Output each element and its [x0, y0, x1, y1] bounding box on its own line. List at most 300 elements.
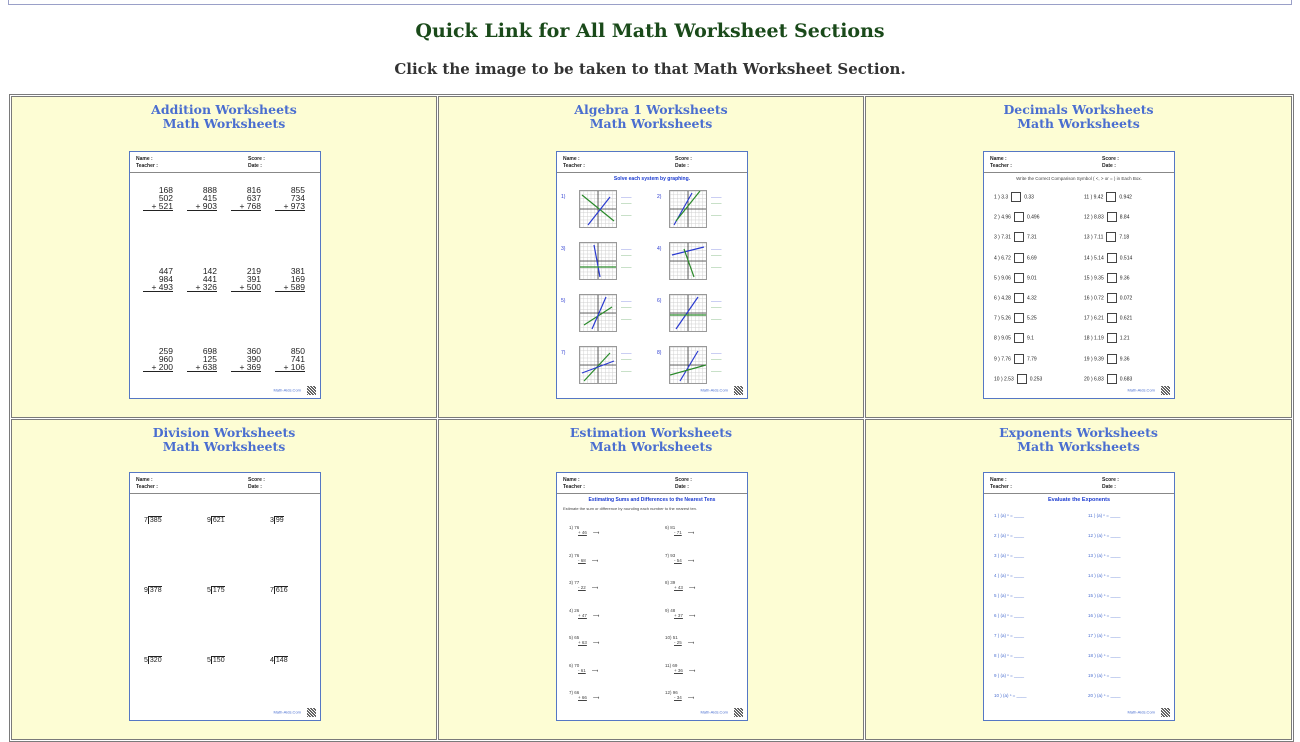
item-value: 7.31 — [1026, 234, 1037, 241]
item-number: 12) — [665, 690, 673, 695]
problem-line: 960 — [158, 354, 173, 364]
item-value: - 61 — [578, 667, 586, 673]
equation-text: ——— ——— ——— — [711, 195, 722, 217]
graph-lines — [580, 243, 616, 279]
worksheet-note: Estimate the sum or difference by rounding each number to the nearest ten. — [563, 506, 698, 511]
problem-line: 259 — [158, 346, 173, 356]
problem-line: + 369 — [231, 363, 261, 372]
decimal-row — [994, 273, 1037, 283]
decimal-row — [1084, 293, 1132, 303]
problem-number: 4) — [657, 246, 662, 252]
problem-line: + 326 — [187, 283, 217, 292]
item-number: 2 ) 4.96 — [994, 214, 1011, 221]
estimation-problem — [569, 635, 599, 645]
comparison-box — [1107, 313, 1117, 323]
decimal-row — [994, 253, 1037, 263]
graph-lines — [670, 295, 706, 331]
item-number: 5 ) 9.06 — [994, 275, 1011, 282]
exponent-problem: 6 ) (a) ⁿ = ____ — [994, 613, 1025, 618]
worksheet-instruction: Evaluate the Exponents — [1047, 497, 1111, 503]
exponent-problem: 2 ) (a) ⁿ = ____ — [994, 533, 1025, 538]
comparison-box — [1106, 192, 1116, 202]
coordinate-graph — [669, 346, 707, 384]
arrow-icon: ⟶ — [688, 667, 696, 673]
section-division[interactable] — [11, 419, 437, 740]
decimal-row — [1084, 192, 1132, 202]
problem-number: 3) — [561, 246, 566, 252]
exponent-problem: 1 ) (a) ⁿ = ____ — [994, 513, 1025, 518]
problem-line: 698 — [202, 346, 217, 356]
graph-line — [680, 351, 698, 381]
arrow-icon: ⟶ — [688, 612, 696, 618]
comparison-box — [1107, 273, 1117, 283]
estimation-problem — [569, 525, 599, 535]
item-value: + 46 — [578, 530, 587, 535]
section-exponents[interactable] — [865, 419, 1292, 740]
division-problem — [270, 587, 288, 594]
problem-line: 741 — [290, 354, 305, 364]
problem-number: 7) — [561, 350, 566, 356]
problem-line: 855 — [290, 185, 305, 195]
item-value: - 34 — [674, 695, 682, 700]
problem-number: 8) — [657, 350, 662, 356]
dividend: 320 — [149, 657, 162, 664]
division-problem — [270, 657, 288, 664]
item-number: 10) — [665, 635, 673, 640]
item-value: 76 — [574, 552, 580, 558]
item-value: 7.18 — [1119, 234, 1130, 241]
item-number: 7) — [665, 552, 671, 558]
decimal-row — [994, 232, 1037, 242]
section-title[interactable]: Addition Worksheets Math Worksheets — [151, 102, 297, 131]
decimal-row — [1084, 273, 1129, 283]
equation-text: ——— ——— ——— — [621, 247, 632, 269]
item-value: 0.253 — [1029, 376, 1043, 383]
algebra-worksheet-thumbnail[interactable] — [556, 151, 748, 399]
item-value: - 54 — [674, 557, 682, 563]
addition-problem — [143, 186, 173, 211]
qr-code-icon — [1161, 708, 1170, 717]
comparison-box — [1107, 212, 1117, 222]
item-number: 5) — [569, 635, 575, 640]
item-value: 0.33 — [1024, 194, 1034, 201]
coordinate-graph — [669, 294, 707, 332]
divisor: 9 — [207, 517, 211, 524]
dividend: 99 — [275, 517, 284, 524]
estimation-problem — [569, 608, 599, 618]
item-value: 51 — [672, 635, 678, 640]
division-problem — [207, 517, 225, 524]
equation-text: ——— ——— ——— — [711, 299, 722, 321]
problem-line: + 106 — [275, 363, 305, 372]
item-number: 1 ) 3.3 — [994, 194, 1009, 201]
division-problem — [207, 657, 225, 664]
decimal-row — [994, 212, 1039, 222]
exponent-problem: 9 ) (a) ⁿ = ____ — [994, 673, 1025, 678]
decimal-row — [1084, 253, 1132, 263]
problem-line: 381 — [290, 266, 305, 276]
decimal-row — [994, 313, 1037, 323]
problem-number: 2) — [657, 194, 662, 200]
arrow-icon: ⟶ — [592, 530, 600, 535]
item-number: 3) — [569, 580, 575, 585]
coordinate-graph — [579, 346, 617, 384]
addition-problem — [231, 186, 261, 211]
divisor: 7 — [270, 587, 274, 594]
item-value: 9.36 — [1119, 355, 1130, 362]
item-number: 8) — [665, 580, 671, 585]
section-title[interactable]: Decimals Worksheets Math Worksheets — [1003, 102, 1154, 131]
dividend: 385 — [149, 517, 162, 524]
item-value: - 68 — [578, 557, 586, 563]
coordinate-graph — [669, 242, 707, 280]
item-value: 9.01 — [1026, 275, 1037, 282]
divisor: 5 — [144, 657, 148, 664]
item-number: 6) — [569, 662, 575, 668]
comparison-box — [1014, 232, 1024, 242]
item-value: 26 — [574, 607, 580, 613]
worksheet-instruction: Write the Correct Comparison Symbol ( <, > or = ) in Each Box. — [1016, 176, 1142, 181]
item-value: 9.1 — [1026, 335, 1034, 342]
comparison-box — [1107, 253, 1117, 263]
item-value: 76 — [574, 525, 580, 530]
arrow-icon: ⟶ — [687, 530, 695, 535]
graph-line — [684, 249, 694, 277]
estimation-problem — [665, 553, 694, 563]
worksheet-grid — [9, 94, 1294, 742]
item-value: 0.942 — [1119, 194, 1132, 201]
item-value: + 47 — [578, 612, 587, 618]
arrow-icon: ⟶ — [592, 640, 600, 645]
item-number: 4) — [569, 607, 575, 613]
comparison-box — [1106, 232, 1116, 242]
estimation-problem — [569, 663, 598, 673]
addition-problem — [275, 267, 305, 292]
decimal-row — [1084, 212, 1129, 222]
estimation-problem — [569, 553, 598, 563]
item-value: 5.25 — [1026, 315, 1037, 322]
division-problem — [207, 587, 225, 594]
problem-line: + 589 — [275, 283, 305, 292]
section-addition[interactable] — [11, 96, 437, 418]
division-worksheet-thumbnail[interactable] — [129, 472, 321, 721]
equation-text: ——— ——— ——— — [711, 351, 722, 373]
section-title[interactable]: Algebra 1 Worksheets Math Worksheets — [574, 102, 728, 131]
item-number: 3 ) 7.31 — [994, 234, 1011, 241]
item-number: 7 ) 5.26 — [994, 315, 1011, 322]
decimal-row — [994, 354, 1037, 364]
item-value: 66 — [574, 690, 580, 695]
comparison-box — [1014, 212, 1024, 222]
item-value: 1.21 — [1119, 335, 1130, 342]
item-number: 12 ) 8.83 — [1084, 214, 1104, 221]
worksheet-header: Name : Teacher : Score : Date : — [130, 473, 320, 494]
item-number: 1) — [569, 525, 575, 530]
exponent-problem: 19 ) (a) ⁿ = ____ — [1088, 673, 1121, 678]
problem-line: + 200 — [143, 363, 173, 372]
estimation-problem — [665, 580, 695, 590]
problem-number: 5) — [561, 298, 566, 304]
dividend: 378 — [149, 587, 162, 594]
item-value: + 36 — [674, 667, 683, 673]
problem-line: 169 — [290, 274, 305, 284]
comparison-box — [1107, 333, 1117, 343]
divisor: 7 — [144, 517, 148, 524]
exponent-problem: 11 ) (a) ⁿ = ____ — [1088, 513, 1121, 518]
decimals-worksheet-thumbnail[interactable] — [983, 151, 1175, 399]
problem-line: + 903 — [187, 202, 217, 211]
exponent-problem: 8 ) (a) ⁿ = ____ — [994, 653, 1025, 658]
top-frame-line — [8, 0, 1292, 5]
dividend: 616 — [275, 587, 288, 594]
problem-line: 850 — [290, 346, 305, 356]
item-value: - 71 — [674, 530, 682, 535]
problem-line: 441 — [202, 274, 217, 284]
problem-number: 6) — [657, 298, 662, 304]
item-number: 13 ) 7.11 — [1084, 234, 1104, 241]
item-number: 9 ) 7.76 — [994, 355, 1011, 362]
graph-lines — [670, 191, 706, 227]
dividend: 150 — [212, 657, 225, 664]
exponent-problem: 15 ) (a) ⁿ = ____ — [1088, 593, 1121, 598]
section-decimals[interactable] — [865, 96, 1292, 418]
coordinate-graph — [579, 190, 617, 228]
exponent-problem: 14 ) (a) ⁿ = ____ — [1088, 573, 1121, 578]
qr-code-icon — [734, 708, 743, 717]
worksheet-footer: Math-Aids.Com — [700, 386, 743, 395]
comparison-box — [1014, 293, 1024, 303]
worksheet-footer: Math-Aids.Com — [273, 386, 316, 395]
decimal-row — [994, 333, 1034, 343]
arrow-icon: ⟶ — [592, 612, 600, 618]
exponent-problem: 3 ) (a) ⁿ = ____ — [994, 553, 1025, 558]
item-value: 81 — [670, 525, 676, 530]
decimal-row — [1084, 313, 1132, 323]
item-value: 0.621 — [1119, 315, 1133, 322]
item-value: + 37 — [674, 612, 683, 618]
item-value: + 66 — [578, 695, 587, 700]
item-number: 10 ) 2.53 — [994, 376, 1014, 383]
item-value: 8.84 — [1119, 214, 1130, 221]
exponent-problem: 16 ) (a) ⁿ = ____ — [1088, 613, 1121, 618]
arrow-icon: ⟶ — [591, 585, 599, 590]
item-value: 65 — [574, 635, 580, 640]
graph-lines — [580, 191, 616, 227]
arrow-icon: ⟶ — [591, 557, 599, 563]
worksheet-footer: Math-Aids.Com — [273, 708, 316, 717]
comparison-box — [1014, 253, 1024, 263]
qr-code-icon — [734, 386, 743, 395]
equation-text: ——— ——— ——— — [621, 299, 632, 321]
dividend: 148 — [275, 657, 288, 664]
item-value: 48 — [670, 607, 676, 613]
graph-lines — [580, 295, 616, 331]
addition-problem — [275, 186, 305, 211]
comparison-box — [1017, 374, 1027, 384]
division-problem — [270, 517, 284, 524]
item-number: 19 ) 9.39 — [1084, 355, 1104, 362]
problem-line: 219 — [246, 266, 261, 276]
graph-lines — [670, 347, 706, 383]
problem-line: 447 — [158, 266, 173, 276]
item-value: + 43 — [674, 585, 683, 590]
problem-number: 1) — [561, 194, 566, 200]
graph-lines — [580, 347, 616, 383]
worksheet-header: Name : Teacher : Score : Date : — [557, 473, 747, 494]
problem-line: 360 — [246, 346, 261, 356]
item-value: 77 — [574, 580, 580, 585]
item-value: 0.514 — [1119, 254, 1133, 261]
arrow-icon: ⟶ — [592, 695, 600, 700]
item-value: 7.79 — [1026, 355, 1037, 362]
section-title[interactable]: Estimation Worksheets Math Worksheets — [569, 425, 733, 454]
problem-line: 502 — [158, 193, 173, 203]
exponent-problem: 7 ) (a) ⁿ = ____ — [994, 633, 1025, 638]
section-title[interactable]: Exponents Worksheets Math Worksheets — [999, 425, 1158, 454]
worksheet-footer: Math-Aids.Com — [1127, 708, 1170, 717]
item-number: 18 ) 1.19 — [1084, 335, 1104, 342]
addition-problem — [187, 267, 217, 292]
estimation-problem — [569, 580, 598, 590]
item-number: 11 ) 9.42 — [1084, 194, 1104, 201]
item-number: 7) — [569, 690, 575, 695]
comparison-box — [1014, 333, 1024, 343]
equation-text: ——— ——— ——— — [711, 247, 722, 269]
problem-line: 415 — [202, 193, 217, 203]
item-number: 4 ) 6.72 — [994, 254, 1011, 261]
section-title[interactable]: Division Worksheets Math Worksheets — [152, 425, 296, 454]
decimal-row — [1084, 232, 1129, 242]
equation-text: ——— ——— ——— — [621, 195, 632, 217]
problem-line: 168 — [158, 185, 173, 195]
problem-line: 391 — [246, 274, 261, 284]
problem-line: 888 — [202, 185, 217, 195]
dividend: 621 — [212, 517, 225, 524]
exponent-problem: 12 ) (a) ⁿ = ____ — [1088, 533, 1121, 538]
item-value: 0.683 — [1119, 376, 1133, 383]
item-number: 15 ) 9.35 — [1084, 275, 1104, 282]
decimal-row — [994, 192, 1034, 202]
section-algebra-1[interactable] — [438, 96, 864, 418]
exponent-problem: 4 ) (a) ⁿ = ____ — [994, 573, 1025, 578]
divisor: 4 — [270, 657, 274, 664]
addition-problem — [231, 347, 261, 372]
item-value: 4.32 — [1026, 295, 1037, 302]
exponent-problem: 20 ) (a) ⁿ = ____ — [1088, 693, 1121, 698]
problem-line: 142 — [202, 266, 217, 276]
exponent-problem: 18 ) (a) ⁿ = ____ — [1088, 653, 1121, 658]
item-number: 9) — [665, 607, 671, 613]
item-number: 20 ) 6.83 — [1084, 376, 1104, 383]
estimation-problem — [665, 663, 695, 673]
arrow-icon: ⟶ — [591, 667, 599, 673]
decimal-row — [1084, 333, 1129, 343]
comparison-box — [1014, 313, 1024, 323]
problem-line: 984 — [158, 274, 173, 284]
addition-worksheet-thumbnail[interactable] — [129, 151, 321, 399]
item-value: 69 — [672, 662, 678, 668]
exponents-worksheet-thumbnail[interactable] — [983, 472, 1175, 721]
divisor: 3 — [270, 517, 274, 524]
item-value: 0.496 — [1026, 214, 1040, 221]
exponent-problem: 17 ) (a) ⁿ = ____ — [1088, 633, 1121, 638]
divisor: 5 — [207, 587, 211, 594]
estimation-problem — [665, 608, 695, 618]
decimal-row — [1084, 374, 1132, 384]
qr-code-icon — [307, 386, 316, 395]
addition-problem — [187, 347, 217, 372]
addition-problem — [231, 267, 261, 292]
exponent-problem: 13 ) (a) ⁿ = ____ — [1088, 553, 1121, 558]
problem-line: + 638 — [187, 363, 217, 372]
worksheet-header: Name : Teacher : Score : Date : — [557, 152, 747, 173]
item-value: 39 — [670, 580, 676, 585]
division-problem — [144, 587, 162, 594]
worksheet-header: Name : Teacher : Score : Date : — [130, 152, 320, 173]
arrow-icon: ⟶ — [687, 695, 695, 700]
item-number: 11) — [665, 662, 673, 668]
page-subtitle: Click the image to be taken to that Math Worksheet Section. — [394, 60, 906, 78]
coordinate-graph — [579, 242, 617, 280]
section-estimation[interactable] — [438, 419, 864, 740]
problem-line: + 768 — [231, 202, 261, 211]
decimal-row — [994, 293, 1037, 303]
item-value: + 63 — [578, 640, 587, 645]
exponent-problem: 5 ) (a) ⁿ = ____ — [994, 593, 1025, 598]
item-number: 2) — [569, 552, 575, 558]
estimation-problem — [569, 690, 599, 700]
coordinate-graph — [579, 294, 617, 332]
problem-line: + 500 — [231, 283, 261, 292]
comparison-box — [1014, 273, 1024, 283]
qr-code-icon — [307, 708, 316, 717]
division-problem — [144, 657, 162, 664]
problem-line: 816 — [246, 185, 261, 195]
item-number: 14 ) 5.14 — [1084, 254, 1104, 261]
worksheet-instruction: Estimating Sums and Differences to the Nearest Tens — [588, 497, 716, 503]
comparison-box — [1107, 293, 1117, 303]
addition-problem — [275, 347, 305, 372]
worksheet-header: Name : Teacher : Score : Date : — [984, 473, 1174, 494]
estimation-problem — [665, 635, 694, 645]
comparison-box — [1107, 374, 1117, 384]
worksheet-footer: Math-Aids.Com — [700, 708, 743, 717]
item-value: 70 — [574, 662, 580, 668]
problem-line: 734 — [290, 193, 305, 203]
item-number: 17 ) 6.21 — [1084, 315, 1104, 322]
addition-problem — [143, 347, 173, 372]
division-problem — [144, 517, 162, 524]
addition-problem — [143, 267, 173, 292]
comparison-box — [1011, 192, 1021, 202]
comparison-box — [1014, 354, 1024, 364]
problem-line: + 493 — [143, 283, 173, 292]
estimation-worksheet-thumbnail[interactable] — [556, 472, 748, 721]
page-title: Quick Link for All Math Worksheet Sections — [415, 20, 885, 42]
worksheet-instruction: Solve each system by graphing. — [613, 176, 691, 182]
estimation-problem — [665, 690, 694, 700]
item-number: 8 ) 9.05 — [994, 335, 1011, 342]
problem-line: + 973 — [275, 202, 305, 211]
equation-text: ——— ——— ——— — [621, 351, 632, 373]
problem-line: + 521 — [143, 202, 173, 211]
item-value: 96 — [672, 690, 678, 695]
item-value: 9.36 — [1119, 275, 1130, 282]
coordinate-graph — [669, 190, 707, 228]
worksheet-footer: Math-Aids.Com — [1127, 386, 1170, 395]
problem-line: 637 — [246, 193, 261, 203]
graph-lines — [670, 243, 706, 279]
